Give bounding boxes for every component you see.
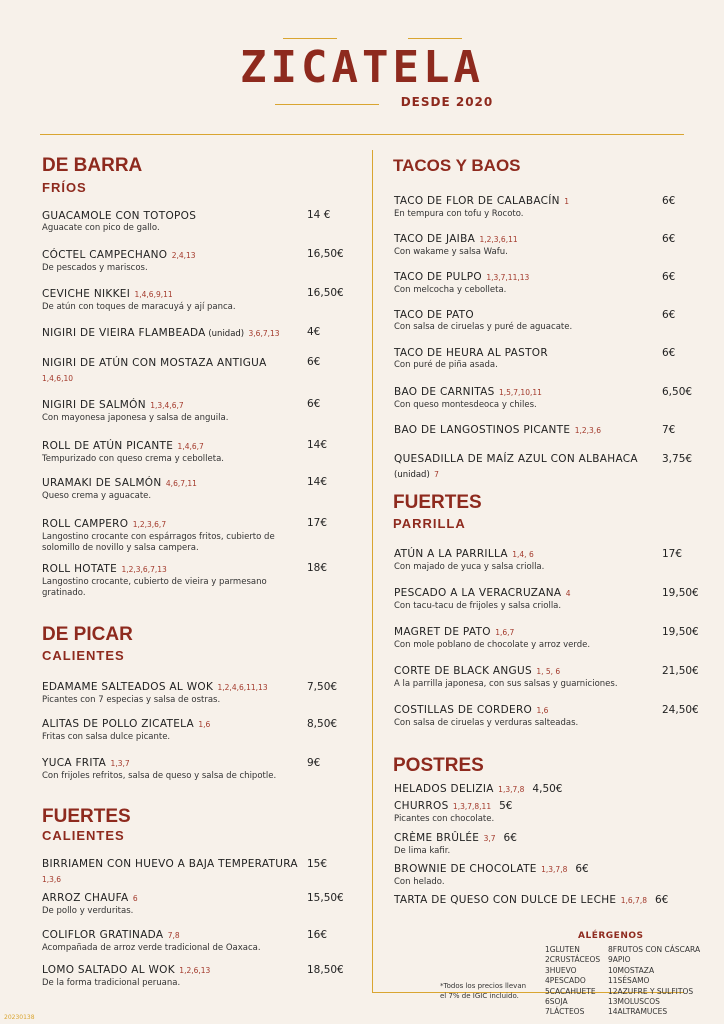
item-price: 6€	[662, 233, 676, 245]
item-name: NIGIRI DE VIEIRA FLAMBEADA	[42, 327, 206, 339]
item-name: NIGIRI DE SALMÓN	[42, 399, 146, 411]
item-name: CRÈME BRÛLÉE	[394, 832, 480, 844]
item-description: Con melcocha y cebolleta.	[394, 285, 507, 295]
menu-item	[394, 862, 674, 888]
item-description: Picantes con chocolate.	[394, 814, 495, 824]
item-name: BIRRIAMEN CON HUEVO A BAJA TEMPERATURA	[42, 858, 298, 870]
item-allergens: 1,6	[534, 706, 549, 715]
item-allergens: 1,3,4,6,7	[147, 401, 184, 410]
item-allergens: 2,4,13	[169, 251, 196, 260]
item-price: 21,50€	[662, 665, 699, 677]
allergens-list-2	[608, 945, 700, 1018]
item-price: 16,50€	[307, 248, 344, 260]
item-description: Con salsa de ciruelas y verduras salteadas.	[394, 718, 579, 728]
item-name: MAGRET DE PATO	[394, 626, 491, 638]
item-name: ROLL HOTATE	[42, 563, 118, 575]
allergen-entry: 6SOJA	[545, 997, 568, 1007]
item-allergens: 4	[563, 589, 571, 598]
item-description: De pollo y verduritas.	[42, 906, 134, 916]
item-price: 16€	[307, 929, 328, 941]
menu-item	[394, 423, 656, 438]
item-name: ARROZ CHAUFA	[42, 892, 129, 904]
item-description: De lima kafir.	[394, 846, 451, 856]
item-allergens: 1,3,7	[108, 759, 130, 768]
item-description: Con frijoles refritos, salsa de queso y salsa de chipotle.	[42, 771, 277, 781]
item-price: 24,50€	[662, 704, 699, 716]
item-allergens: 1,6,7	[492, 628, 515, 637]
item-price: 6€	[662, 195, 676, 207]
item-allergens: 1,2,3,6,7,13	[119, 565, 167, 574]
allergen-entry: 13MOLUSCOS	[608, 997, 660, 1007]
logo-rule-top-right	[408, 38, 462, 39]
item-price: 4,50€	[532, 783, 563, 795]
allergen-entry: 10MOSTAZA	[608, 965, 655, 975]
item-name: COLIFLOR GRATINADA	[42, 929, 164, 941]
item-price: 8,50€	[307, 718, 338, 730]
item-name: BAO DE CARNITAS	[394, 386, 495, 398]
item-name: ROLL CAMPERO	[42, 518, 129, 530]
logo-rule-top-left	[283, 38, 337, 39]
menu-item	[42, 398, 297, 424]
allergens-list-1	[545, 945, 600, 1018]
item-name: BAO DE LANGOSTINOS PICANTE	[394, 424, 571, 436]
menu-item	[394, 270, 656, 296]
allergen-entry: 12AZUFRE Y SULFITOS	[608, 986, 694, 996]
item-allergens: 3,7	[481, 834, 496, 843]
item-allergens: 4,6,7,11	[163, 479, 197, 488]
section-title-de-barra: DE BARRA	[42, 155, 143, 176]
menu-item	[42, 680, 297, 706]
item-allergens: 3,6,7,13	[246, 329, 280, 338]
header-divider	[40, 134, 684, 135]
item-price: 17€	[662, 548, 683, 560]
item-price: 6€	[662, 347, 676, 359]
section-title-tacos-y-baos: TACOS Y BAOS	[393, 156, 521, 175]
menu-item	[42, 439, 297, 465]
allergen-entry: 9APIO	[608, 955, 631, 965]
item-allergens: 1,4, 6	[509, 550, 534, 559]
menu-item	[394, 308, 656, 333]
item-description: Con queso montesdeoca y chiles.	[394, 400, 537, 410]
item-allergens: 1,2,3,6	[572, 426, 601, 435]
menu-item	[394, 346, 656, 371]
section-subtitle-calientes-2: CALIENTES	[42, 828, 125, 843]
item-name: COSTILLAS DE CORDERO	[394, 704, 533, 716]
menu-item	[42, 287, 297, 313]
item-description: Con mayonesa japonesa y salsa de anguila.	[42, 413, 229, 423]
item-price: 18€	[307, 562, 328, 574]
item-allergens: 1,6,7,8	[618, 896, 647, 905]
section-subtitle-frios: FRÍOS	[42, 180, 87, 195]
item-price: 6€	[503, 832, 517, 844]
menu-item	[394, 799, 674, 825]
section-title-postres: POSTRES	[393, 755, 484, 776]
item-allergens: 1,3,7,8	[495, 785, 525, 794]
menu-item	[42, 476, 297, 502]
item-description: Con helado.	[394, 877, 445, 887]
restaurant-logo: ZICATELA	[240, 42, 484, 93]
allergen-entry: 7LÁCTEOS	[545, 1007, 585, 1017]
item-description: De atún con toques de maracuyá y ají panca.	[42, 302, 236, 312]
item-price: 6,50€	[662, 386, 693, 398]
item-name: HELADOS DELIZIA	[394, 783, 494, 795]
item-name: CHURROS	[394, 800, 449, 812]
item-description: Con majado de yuca y salsa criolla.	[394, 562, 545, 572]
item-price: 9€	[307, 757, 321, 769]
item-price: 7€	[662, 424, 676, 436]
item-description: De la forma tradicional peruana.	[42, 978, 181, 988]
item-price: 16,50€	[307, 287, 344, 299]
item-description: Langostino crocante con espárragos fritos, cubierto de solomillo de novillo y salsa campera.	[42, 532, 275, 553]
menu-item	[394, 664, 656, 690]
item-allergens: 1,3,6	[42, 875, 62, 884]
item-price: 6€	[654, 894, 669, 906]
item-price: 18,50€	[307, 964, 344, 976]
item-price: 6€	[307, 398, 321, 410]
item-name: TACO DE PULPO	[394, 271, 482, 283]
item-allergens: 1,4,6,9,11	[132, 290, 173, 299]
item-name: TACO DE FLOR DE CALABACÍN	[394, 195, 560, 207]
item-allergens: 6	[130, 894, 138, 903]
item-description: Con puré de piña asada.	[394, 360, 498, 370]
item-allergens: 7	[431, 470, 439, 479]
allergen-entry: 14ALTRAMUCES	[608, 1007, 668, 1017]
item-allergens: 1,3,7,11,13	[483, 273, 530, 282]
item-name: GUACAMOLE CON TOTOPOS	[42, 210, 197, 222]
item-allergens: 1,4,6,7	[175, 442, 204, 451]
item-price: 6€	[662, 271, 676, 283]
menu-item	[42, 209, 297, 234]
allergen-entry: 4PESCADO	[545, 976, 586, 986]
allergen-entry: 5CACAHUETE	[545, 986, 596, 996]
item-price: 14€	[307, 439, 328, 451]
allergens-title: ALÉRGENOS	[578, 931, 644, 941]
item-name: URAMAKI DE SALMÓN	[42, 477, 162, 489]
item-price: 3,75€	[662, 453, 693, 465]
item-description: Acompañada de arroz verde tradicional de Oaxaca.	[42, 943, 261, 953]
item-allergens: 1,3,7,8	[538, 865, 568, 874]
item-allergens: 1,2,3,6,7	[130, 520, 167, 529]
item-name: ROLL DE ATÚN PICANTE	[42, 440, 174, 452]
menu-item	[394, 232, 656, 258]
section-title-fuertes-calientes: FUERTES	[42, 806, 131, 827]
menu-item	[42, 756, 297, 782]
item-price: 6€	[575, 863, 589, 875]
item-name: PESCADO A LA VERACRUZANA	[394, 587, 562, 599]
logo-rule-bottom-left	[275, 104, 379, 105]
item-price: 14€	[307, 476, 328, 488]
menu-item	[394, 194, 656, 220]
menu-item	[42, 356, 297, 386]
item-description: Tempurizado con queso crema y cebolleta.	[42, 454, 224, 464]
since-tagline: DESDE 2020	[400, 95, 494, 109]
menu-item	[394, 703, 656, 729]
item-price: 19,50€	[662, 626, 699, 638]
menu-item	[394, 625, 656, 651]
item-allergens: 1	[561, 197, 569, 206]
item-allergens: 1,6	[196, 720, 211, 729]
item-description: Fritas con salsa dulce picante.	[42, 732, 171, 742]
menu-item	[42, 717, 297, 743]
item-description: A la parrilla japonesa, con sus salsas y guarniciones.	[394, 679, 618, 689]
item-description: De pescados y mariscos.	[42, 263, 148, 273]
menu-item	[42, 928, 304, 954]
item-name: EDAMAME SALTEADOS AL WOK	[42, 681, 214, 693]
item-price: 19,50€	[662, 587, 699, 599]
item-name: TACO DE PATO	[394, 309, 474, 321]
item-name: TACO DE JAIBA	[394, 233, 476, 245]
item-allergens: 1, 5, 6	[533, 667, 561, 676]
item-name: NIGIRI DE ATÚN CON MOSTAZA ANTIGUA	[42, 357, 267, 369]
menu-item	[394, 452, 656, 482]
allergen-entry: 1GLUTEN	[545, 945, 580, 954]
item-name: TACO DE HEURA AL PASTOR	[394, 347, 548, 359]
item-description: Con salsa de ciruelas y puré de aguacate.	[394, 322, 573, 332]
item-unit: (unidad)	[394, 470, 430, 480]
item-description: Queso crema y aguacate.	[42, 491, 152, 501]
item-price: 14 €	[307, 209, 331, 221]
item-unit: (unidad)	[205, 329, 245, 339]
item-name: CORTE DE BLACK ANGUS	[394, 665, 532, 677]
menu-item	[42, 891, 304, 917]
section-title-de-picar: DE PICAR	[42, 624, 133, 645]
item-name: YUCA FRITA	[42, 757, 107, 769]
item-description: Con tacu-tacu de frijoles y salsa criolla.	[394, 601, 562, 611]
item-name: QUESADILLA DE MAÍZ AZUL CON ALBAHACA	[394, 453, 638, 465]
item-price: 6€	[307, 356, 321, 368]
item-price: 5€	[499, 800, 513, 812]
item-name: TARTA DE QUESO CON DULCE DE LECHE	[394, 894, 617, 906]
document-code: 20230138	[4, 1014, 35, 1021]
allergen-entry: 2CRUSTÁCEOS	[545, 955, 601, 965]
item-price: 15€	[307, 858, 328, 870]
item-description: Aguacate con pico de gallo.	[42, 223, 160, 233]
allergen-entry: 3HUEVO	[545, 965, 577, 975]
menu-item	[42, 857, 304, 887]
item-allergens: 1,5,7,10,11	[496, 388, 542, 397]
menu-item	[42, 326, 297, 341]
item-description: Con wakame y salsa Wafu.	[394, 247, 508, 257]
section-subtitle-calientes: CALIENTES	[42, 648, 125, 663]
section-subtitle-parrilla: PARRILLA	[393, 516, 466, 531]
item-allergens: 1,2,3,6,11	[477, 235, 518, 244]
menu-item	[394, 547, 656, 573]
item-name: BROWNIE DE CHOCOLATE	[394, 863, 537, 875]
menu-item	[42, 248, 297, 274]
item-description: En tempura con tofu y Rocoto.	[394, 209, 524, 219]
section-title-fuertes-parrilla: FUERTES	[393, 492, 482, 513]
item-name: LOMO SALTADO AL WOK	[42, 964, 175, 976]
price-tax-note: *Todos los precios llevan el 7% de IGIC incluido.	[440, 982, 527, 1000]
item-price: 7,50€	[307, 681, 338, 693]
item-allergens: 7,8	[165, 931, 180, 940]
allergen-entry: 11SÉSAMO	[608, 976, 650, 986]
item-name: ATÚN A LA PARRILLA	[394, 548, 508, 560]
menu-item	[394, 586, 656, 612]
menu-item	[42, 517, 297, 554]
item-description: Con mole poblano de chocolate y arroz verde.	[394, 640, 591, 650]
menu-item	[42, 562, 297, 599]
item-description: Picantes con 7 especias y salsa de ostras.	[42, 695, 221, 705]
column-divider	[372, 150, 373, 992]
item-name: CEVICHE NIKKEI	[42, 288, 131, 300]
menu-item	[394, 831, 674, 857]
item-name: ALITAS DE POLLO ZICATELA	[42, 718, 195, 730]
menu-item	[394, 385, 656, 411]
item-allergens: 1,2,6,13	[176, 966, 211, 975]
item-allergens: 1,3,7,8,11	[450, 802, 492, 811]
item-name: CÓCTEL CAMPECHANO	[42, 249, 168, 261]
menu-item	[42, 963, 304, 989]
item-price: 6€	[662, 309, 676, 321]
item-price: 15,50€	[307, 892, 344, 904]
item-allergens: 1,2,4,6,11,13	[215, 683, 268, 692]
allergen-entry: 8FRUTOS CON CÁSCARA	[608, 945, 701, 954]
menu-item	[394, 782, 674, 797]
menu-item	[394, 893, 674, 908]
item-allergens: 1,4,6,10	[42, 374, 74, 383]
item-description: Langostino crocante, cubierto de vieira y parmesano gratinado.	[42, 577, 267, 598]
item-price: 17€	[307, 517, 328, 529]
item-price: 4€	[307, 326, 321, 338]
